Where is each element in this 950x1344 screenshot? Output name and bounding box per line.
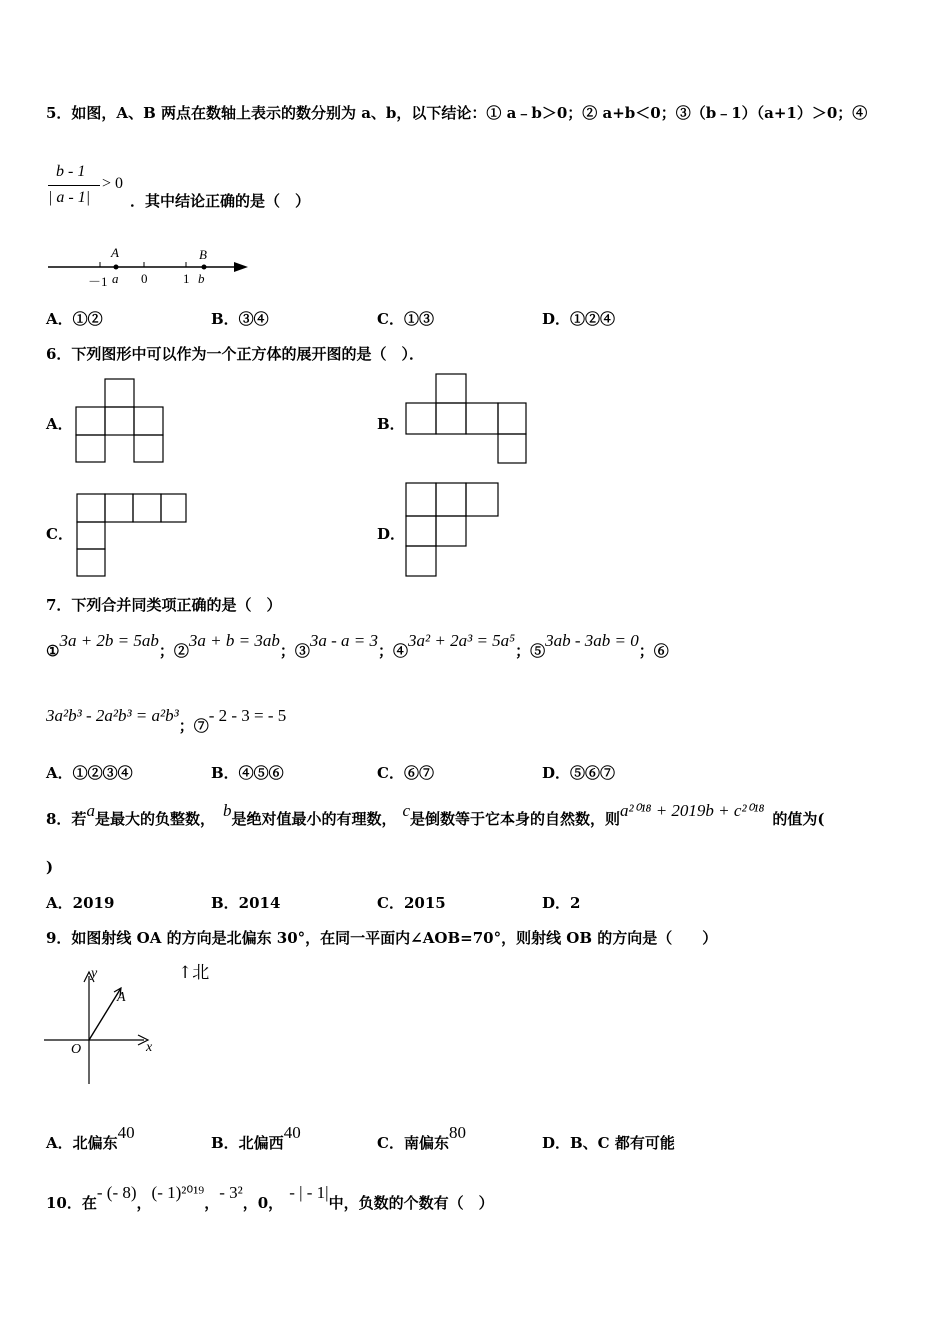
q8-expression: a²⁰¹⁸ + 2019b + c²⁰¹⁸ [620,801,765,820]
axis-label-zero: 0 [141,271,148,286]
q6-net-c[interactable] [76,493,191,579]
q10-expr-2: (- 1)²⁰¹⁹ [151,1183,205,1202]
q6-stem: 6．下列图形中可以作为一个正方体的展开图的是（ ）． [46,345,424,363]
q5-stem-end: ．其中结论正确的是（ ） [130,192,311,210]
q7-stem: 7．下列合并同类项正确的是（ ） [46,596,282,614]
q9-label-A: A [117,990,126,1005]
q10-expr-4: - | - 1| [289,1183,329,1202]
q8-part-2: 是最大的负整数， [94,810,215,828]
q7-option-b[interactable]: B．④⑤⑥ [211,764,284,782]
q9-north-label: ↑北 [178,963,210,983]
q6-net-b[interactable] [405,373,530,465]
q8-part-5: 的值为( [772,810,825,828]
q8-part-4: 是倒数等于它本身的自然数，则 [410,810,621,828]
q8-var-b: b [222,801,232,820]
q7-option-d[interactable]: D．⑤⑥⑦ [542,764,616,782]
q9-option-b[interactable] [211,1123,301,1153]
q10-part-1: 10．在 [46,1194,97,1212]
q9-option-c-value: 80 [448,1123,466,1142]
q9-option-b-label: B．北偏西 [211,1134,284,1152]
q10-comma-2: ， [204,1194,220,1212]
q5-number-line [44,244,254,294]
axis-label-a: a [112,271,119,286]
q8-stem [46,800,825,828]
q9-option-a-label: A．北偏东 [46,1134,118,1152]
q5-stem: 5．如图，A、B 两点在数轴上表示的数分别为 a、b，以下结论：① a﹣b＞0；② a+b＜0；③（b﹣1）（a+1）＞0；④ [46,104,868,122]
q8-part-1: 8．若 [46,810,87,828]
q9-label-y: y [91,966,98,981]
point-a [114,265,119,270]
q10-expr-3: - 3² [219,1183,243,1202]
q8-close-paren: ) [46,858,54,876]
q7-sep-4: ；⑤ [515,642,546,660]
axis-label-minus1: －1 [88,274,108,289]
q6-option-c[interactable]: C． [46,525,73,543]
q10-comma-1: ， [136,1194,152,1212]
q7-option-a[interactable]: A．①②③④ [46,764,133,782]
axis-label-A: A [111,245,119,260]
q9-label-x: x [146,1040,153,1055]
q8-var-a: a [86,801,95,820]
q7-mark-1: ① [46,642,60,660]
q6-option-d[interactable]: D． [377,525,406,543]
q7-items-line2 [46,705,287,735]
q9-option-c-label: C．南偏东 [377,1134,449,1152]
q6-net-a[interactable] [76,378,166,464]
q7-expr-4: 3a² + 2a³ = 5a⁵ [408,631,516,650]
q7-items-line1 [46,630,669,660]
q6-option-b[interactable]: B． [377,415,405,433]
q8-option-b[interactable]: B．2014 [211,894,281,912]
q10-part-2: 中，负数的个数有（ ） [328,1194,494,1212]
axis-label-b: b [198,271,205,286]
q10-comma-3: ，0， [242,1194,284,1212]
axis-label-one: 1 [183,271,190,286]
q8-option-d[interactable]: D．2 [542,894,581,912]
q9-option-a[interactable] [46,1123,135,1153]
q7-expr-7: - 2 - 3 = - 5 [208,706,287,725]
q7-sep-1: ；② [158,642,189,660]
q10-stem [46,1182,494,1212]
q7-sep-5: ；⑥ [638,642,669,660]
q9-option-a-value: 40 [117,1123,135,1142]
q9-option-d-label: D．B、C 都有可能 [542,1134,675,1152]
q5-option-d[interactable]: D．①②④ [542,310,616,328]
axis-arrow [234,262,248,272]
q5-frac-bar [48,185,100,186]
q5-fraction [46,163,136,213]
axis-label-B: B [199,247,207,262]
q7-expr-5: 3ab - 3ab = 0 [545,631,639,650]
point-b [202,265,207,270]
q5-option-b[interactable]: B．③④ [211,310,269,328]
q7-sep-3: ；④ [378,642,409,660]
q9-label-O: O [71,1042,82,1057]
q5-frac-numerator: b - 1 [56,163,86,180]
q7-sep-2: ；③ [279,642,310,660]
q8-var-c: c [402,801,411,820]
q9-option-d[interactable] [542,1132,675,1153]
q7-expr-1: 3a + 2b = 5ab [59,631,159,650]
q8-part-3: 是绝对值最小的有理数， [231,810,397,828]
q7-expr-3: 3a - a = 3 [309,631,379,650]
q7-expr-6: 3a²b³ - 2a²b³ = a²b³ [46,706,179,725]
q5-option-c[interactable]: C．①③ [377,310,434,328]
q6-option-a[interactable]: A． [46,415,73,433]
q7-expr-2: 3a + b = 3ab [188,631,280,650]
q6-net-d[interactable] [405,482,505,580]
q10-expr-1: - (- 8) [96,1183,137,1202]
q9-option-b-value: 40 [283,1123,301,1142]
q9-stem: 9．如图射线 OA 的方向是北偏东 30°，在同一平面内∠AOB=70°，则射线 OB 的方向是（ ） [46,929,718,947]
q5-frac-relation: > 0 [102,175,124,192]
q9-figure [44,968,164,1088]
q7-option-c[interactable]: C．⑥⑦ [377,764,434,782]
q7-sep-6: ；⑦ [178,717,209,735]
q5-option-a[interactable]: A．①② [46,310,103,328]
q9-option-c[interactable] [377,1123,466,1153]
q8-option-c[interactable]: C．2015 [377,894,446,912]
q5-frac-denominator: | a - 1| [48,189,91,206]
q8-option-a[interactable]: A．2019 [46,894,115,912]
